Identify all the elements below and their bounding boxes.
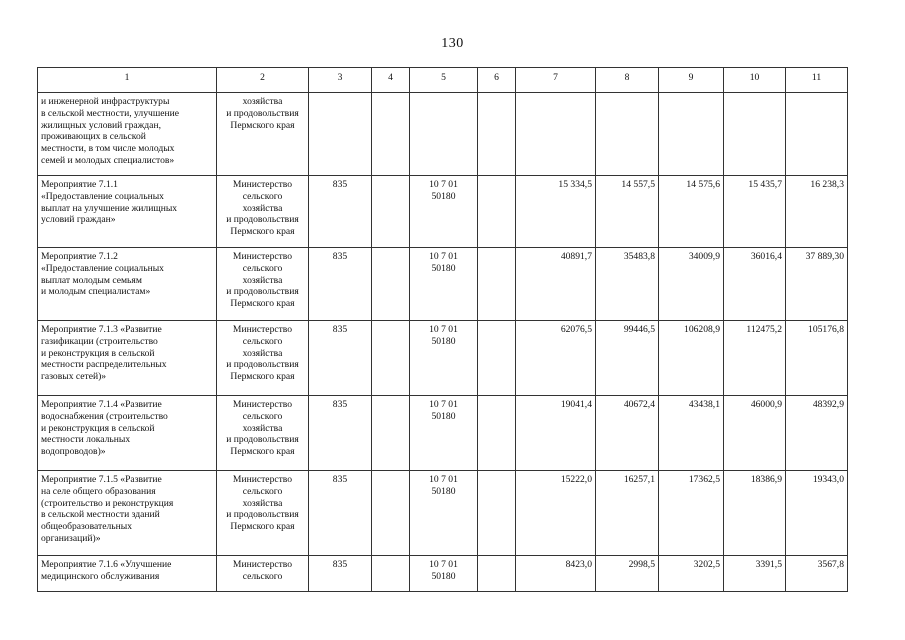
- amount-col-7: 19041,4: [516, 396, 596, 471]
- measure-name: Мероприятие 7.1.4 «Развитие водоснабжения (строительство и реконструкция в сельской местности локальных водопроводов)»: [38, 396, 217, 471]
- amount-col-9: 43438,1: [659, 396, 724, 471]
- expense-type-code: [478, 471, 516, 556]
- responsible-party: Министерство сельского хозяйства и продовольствия Пермского края: [217, 471, 309, 556]
- table-row: [38, 93, 848, 176]
- amount-col-7: 15222,0: [516, 471, 596, 556]
- amount-col-8: 16257,1: [596, 471, 659, 556]
- amount-col-11: 3567,8: [786, 556, 848, 592]
- responsible-party: Министерство сельского хозяйства и продовольствия Пермского края: [217, 248, 309, 321]
- measure-name: и инженерной инфраструктуры в сельской местности, улучшение жилищных условий граждан, проживающих в сельской местности, в том числе молодых семей и молодых специалистов»: [38, 93, 217, 176]
- table-row: [38, 471, 848, 556]
- target-article-code: 10 7 01 50180: [410, 556, 478, 592]
- section-code: [372, 176, 410, 248]
- table-row: [38, 248, 848, 321]
- column-header: 3: [309, 68, 372, 93]
- ministry-code: [309, 93, 372, 176]
- amount-col-7: [516, 93, 596, 176]
- table-row: [38, 556, 848, 592]
- amount-col-10: 15 435,7: [724, 176, 786, 248]
- ministry-code: 835: [309, 176, 372, 248]
- amount-col-10: [724, 93, 786, 176]
- responsible-party: Министерство сельского хозяйства и продовольствия Пермского края: [217, 396, 309, 471]
- column-header: 4: [372, 68, 410, 93]
- amount-col-10: 18386,9: [724, 471, 786, 556]
- expense-type-code: [478, 556, 516, 592]
- ministry-code: 835: [309, 321, 372, 396]
- section-code: [372, 471, 410, 556]
- amount-col-8: 40672,4: [596, 396, 659, 471]
- target-article-code: 10 7 01 50180: [410, 471, 478, 556]
- target-article-code: [410, 93, 478, 176]
- responsible-party: хозяйства и продовольствия Пермского края: [217, 93, 309, 176]
- ministry-code: 835: [309, 248, 372, 321]
- amount-col-11: 37 889,30: [786, 248, 848, 321]
- expense-type-code: [478, 248, 516, 321]
- amount-col-9: 106208,9: [659, 321, 724, 396]
- amount-col-11: 16 238,3: [786, 176, 848, 248]
- section-code: [372, 396, 410, 471]
- section-code: [372, 248, 410, 321]
- amount-col-9: 3202,5: [659, 556, 724, 592]
- column-header: 8: [596, 68, 659, 93]
- amount-col-9: [659, 93, 724, 176]
- amount-col-8: 35483,8: [596, 248, 659, 321]
- table-row: [38, 396, 848, 471]
- table-row: [38, 176, 848, 248]
- section-code: [372, 93, 410, 176]
- amount-col-10: 3391,5: [724, 556, 786, 592]
- amount-col-8: 2998,5: [596, 556, 659, 592]
- responsible-party: Министерство сельского: [217, 556, 309, 592]
- section-code: [372, 321, 410, 396]
- amount-col-7: 8423,0: [516, 556, 596, 592]
- amount-col-7: 40891,7: [516, 248, 596, 321]
- measure-name: Мероприятие 7.1.2 «Предоставление социальных выплат молодым семьям и молодым специалистам»: [38, 248, 217, 321]
- expense-type-code: [478, 396, 516, 471]
- column-header: 7: [516, 68, 596, 93]
- column-number-row: [38, 68, 848, 93]
- measure-name: Мероприятие 7.1.1 «Предоставление социальных выплат на улучшение жилищных условий граждан»: [38, 176, 217, 248]
- ministry-code: 835: [309, 556, 372, 592]
- amount-col-10: 112475,2: [724, 321, 786, 396]
- target-article-code: 10 7 01 50180: [410, 396, 478, 471]
- column-header: 10: [724, 68, 786, 93]
- amount-col-7: 15 334,5: [516, 176, 596, 248]
- column-header: 2: [217, 68, 309, 93]
- column-header: 1: [38, 68, 217, 93]
- amount-col-7: 62076,5: [516, 321, 596, 396]
- amount-col-11: 48392,9: [786, 396, 848, 471]
- amount-col-10: 46000,9: [724, 396, 786, 471]
- target-article-code: 10 7 01 50180: [410, 176, 478, 248]
- column-header: 9: [659, 68, 724, 93]
- table-row: [38, 321, 848, 396]
- responsible-party: Министерство сельского хозяйства и продовольствия Пермского края: [217, 176, 309, 248]
- amount-col-9: 34009,9: [659, 248, 724, 321]
- amount-col-11: 19343,0: [786, 471, 848, 556]
- amount-col-8: 14 557,5: [596, 176, 659, 248]
- ministry-code: 835: [309, 396, 372, 471]
- budget-table: [37, 67, 848, 592]
- column-header: 11: [786, 68, 848, 93]
- target-article-code: 10 7 01 50180: [410, 321, 478, 396]
- expense-type-code: [478, 176, 516, 248]
- column-header: 6: [478, 68, 516, 93]
- expense-type-code: [478, 321, 516, 396]
- section-code: [372, 556, 410, 592]
- amount-col-9: 17362,5: [659, 471, 724, 556]
- ministry-code: 835: [309, 471, 372, 556]
- amount-col-8: [596, 93, 659, 176]
- amount-col-11: [786, 93, 848, 176]
- responsible-party: Министерство сельского хозяйства и продовольствия Пермского края: [217, 321, 309, 396]
- measure-name: Мероприятие 7.1.6 «Улучшение медицинского обслуживания: [38, 556, 217, 592]
- target-article-code: 10 7 01 50180: [410, 248, 478, 321]
- amount-col-9: 14 575,6: [659, 176, 724, 248]
- measure-name: Мероприятие 7.1.3 «Развитие газификации (строительство и реконструкция в сельской местности распределительных газовых сетей)»: [38, 321, 217, 396]
- page-number: 130: [441, 36, 464, 51]
- amount-col-10: 36016,4: [724, 248, 786, 321]
- column-header: 5: [410, 68, 478, 93]
- expense-type-code: [478, 93, 516, 176]
- amount-col-8: 99446,5: [596, 321, 659, 396]
- measure-name: Мероприятие 7.1.5 «Развитие на селе общего образования (строительство и реконструкция в сельской местности зданий общеобразовательных организаций)»: [38, 471, 217, 556]
- amount-col-11: 105176,8: [786, 321, 848, 396]
